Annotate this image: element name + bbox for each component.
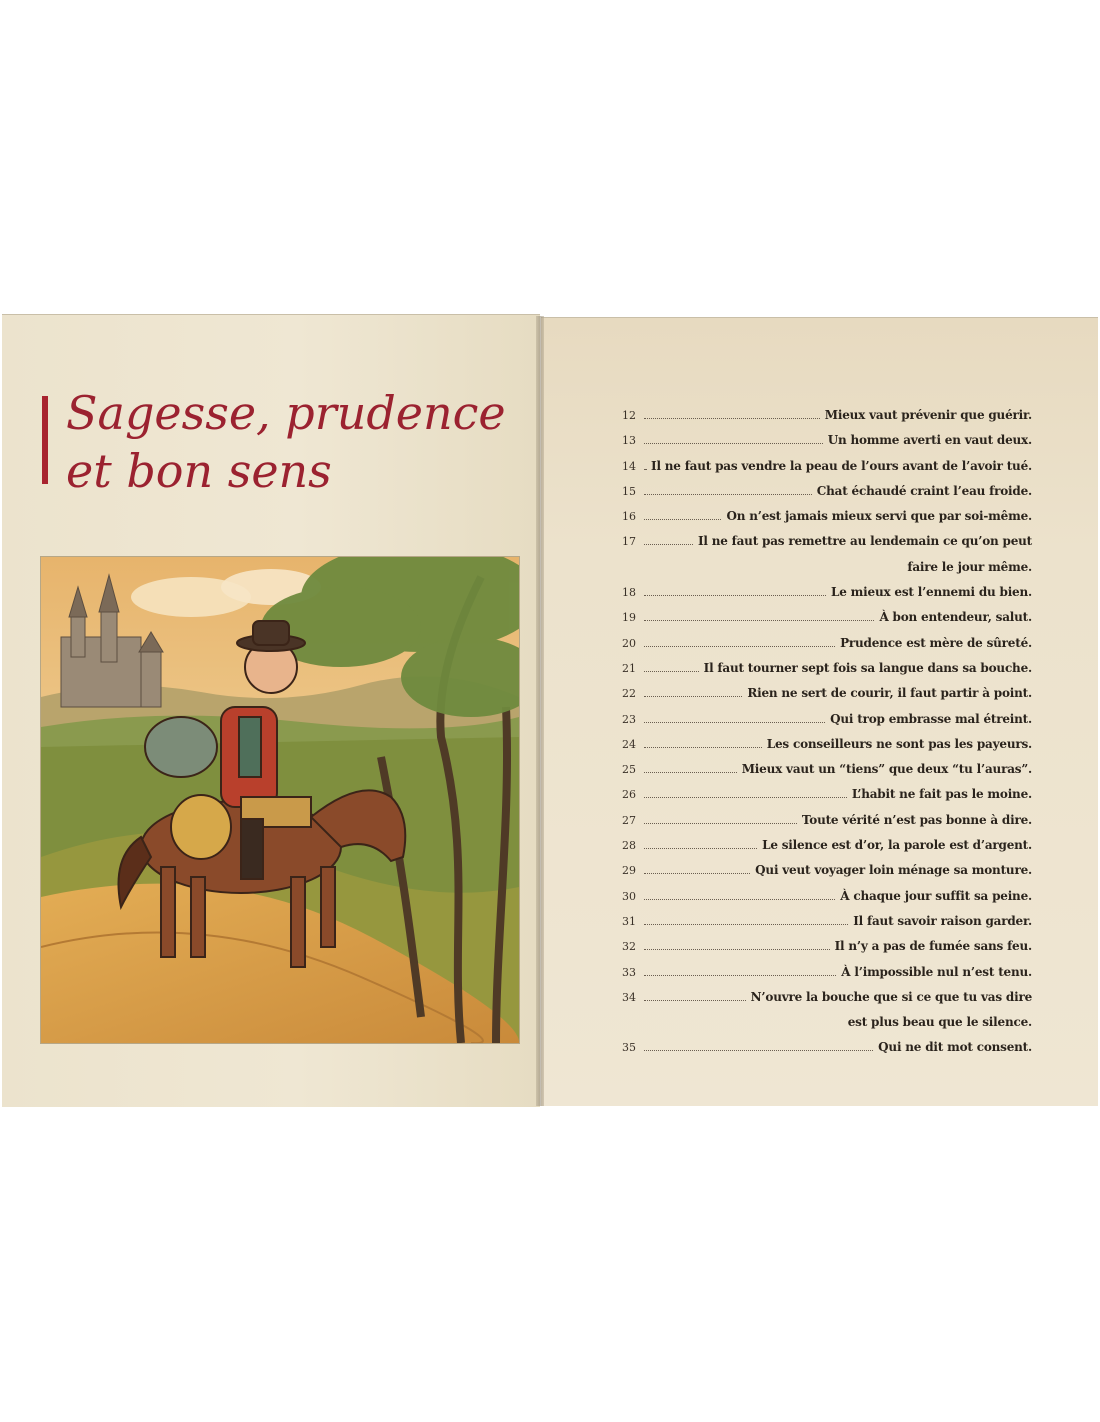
dot-leader xyxy=(644,443,823,444)
proverb-line xyxy=(644,990,1032,1015)
proverb-item xyxy=(622,939,1032,964)
proverb-text: À chaque jour suffit sa peine. xyxy=(840,888,1032,903)
proverb-line xyxy=(644,534,1032,559)
proverb-number: 15 xyxy=(622,484,636,498)
proverb-number: 17 xyxy=(622,535,636,549)
dot-leader xyxy=(644,873,750,874)
proverb-text: Qui veut voyager loin ménage sa monture. xyxy=(755,863,1032,878)
dot-leader xyxy=(644,823,797,824)
proverb-number: 28 xyxy=(622,839,636,853)
proverb-text: Chat échaudé craint l’eau froide. xyxy=(816,483,1032,498)
dot-leader xyxy=(644,696,742,697)
proverb-item xyxy=(622,610,1032,635)
proverb-text: À l’impossible nul n’est tenu. xyxy=(841,964,1032,979)
proverb-item xyxy=(622,484,1032,509)
proverb-item xyxy=(622,762,1032,787)
proverb-number: 21 xyxy=(622,661,636,675)
proverb-text: Il ne faut pas vendre la peau de l’ours avant de l’avoir tué. xyxy=(651,458,1032,473)
proverb-list xyxy=(622,408,1032,1066)
proverb-number: 22 xyxy=(622,687,636,701)
proverb-item xyxy=(622,863,1032,888)
dot-leader xyxy=(644,671,699,672)
proverb-number: 23 xyxy=(622,712,636,726)
book-gutter xyxy=(536,316,544,1106)
dot-leader xyxy=(644,544,693,545)
proverb-text: Toute vérité n’est pas bonne à dire. xyxy=(801,812,1032,827)
proverb-text: Il ne faut pas remettre au lendemain ce qu’on peut xyxy=(697,534,1032,549)
proverb-number: 31 xyxy=(622,914,636,928)
proverb-number: 35 xyxy=(622,1041,636,1055)
proverb-item xyxy=(622,636,1032,661)
proverb-text: L’habit ne fait pas le moine. xyxy=(851,787,1032,802)
dot-leader xyxy=(644,722,825,723)
dot-leader xyxy=(644,747,762,748)
dot-leader xyxy=(644,949,830,950)
proverb-number: 13 xyxy=(622,434,636,448)
proverb-text: Il faut savoir raison garder. xyxy=(853,913,1032,928)
proverb-text: Qui trop embrasse mal étreint. xyxy=(830,711,1032,726)
dot-leader xyxy=(644,924,848,925)
horse-rider-illustration xyxy=(40,556,520,1044)
proverb-number: 14 xyxy=(622,459,636,473)
proverb-item xyxy=(622,737,1032,762)
proverb-number: 30 xyxy=(622,889,636,903)
proverb-number: 34 xyxy=(622,990,636,1004)
proverb-body xyxy=(644,534,1032,585)
proverb-line xyxy=(644,1015,1032,1040)
proverb-text: Mieux vaut prévenir que guérir. xyxy=(824,408,1032,422)
dot-leader xyxy=(644,975,836,976)
dot-leader xyxy=(644,797,847,798)
proverb-text: Un homme averti en vaut deux. xyxy=(827,433,1032,448)
dot-leader xyxy=(644,646,835,647)
proverb-text: N’ouvre la bouche que si ce que tu vas dire xyxy=(750,989,1032,1004)
proverb-item xyxy=(622,509,1032,534)
title-line-1: Sagesse, prudence xyxy=(66,386,506,440)
page-title xyxy=(66,384,526,500)
proverb-item xyxy=(622,433,1032,458)
dot-leader xyxy=(644,519,721,520)
proverb-text: Prudence est mère de sûreté. xyxy=(840,635,1032,650)
proverb-body xyxy=(644,990,1032,1041)
proverb-item xyxy=(622,914,1032,939)
proverb-number: 29 xyxy=(622,864,636,878)
dot-leader xyxy=(644,1050,873,1051)
dot-leader xyxy=(644,772,737,773)
proverb-number: 26 xyxy=(622,788,636,802)
dot-leader xyxy=(644,620,874,621)
proverb-item xyxy=(622,408,1032,433)
dot-leader xyxy=(644,418,820,419)
dot-leader xyxy=(644,899,835,900)
title-accent-bar xyxy=(42,396,48,484)
proverb-number: 25 xyxy=(622,763,636,777)
proverb-text-continued: est plus beau que le silence. xyxy=(847,1015,1032,1030)
proverb-text: Le silence est d’or, la parole est d’argent. xyxy=(762,838,1032,853)
proverb-item xyxy=(622,534,1032,585)
proverb-item xyxy=(622,686,1032,711)
proverb-number: 27 xyxy=(622,813,636,827)
proverb-item xyxy=(622,661,1032,686)
proverb-text: Rien ne sert de courir, il faut partir à point. xyxy=(747,686,1032,701)
proverb-number: 16 xyxy=(622,510,636,524)
proverb-number: 18 xyxy=(622,586,636,600)
illustration-svg xyxy=(41,557,519,1043)
proverb-number: 33 xyxy=(622,965,636,979)
proverb-item xyxy=(622,459,1032,484)
proverb-number: 24 xyxy=(622,737,636,751)
proverb-text: Il n’y a pas de fumée sans feu. xyxy=(834,939,1032,954)
dot-leader xyxy=(644,494,812,495)
title-line-2: et bon sens xyxy=(66,444,332,498)
proverb-item xyxy=(622,990,1032,1041)
proverb-text-continued: faire le jour même. xyxy=(907,559,1032,574)
dot-leader xyxy=(644,595,826,596)
proverb-item xyxy=(622,585,1032,610)
proverb-number: 12 xyxy=(622,409,636,422)
proverb-item xyxy=(622,712,1032,737)
proverb-text: Mieux vaut un “tiens” que deux “tu l’auras”. xyxy=(741,762,1032,777)
dot-leader xyxy=(644,469,646,470)
proverb-line xyxy=(644,560,1032,585)
proverb-item xyxy=(622,813,1032,838)
proverb-text: On n’est jamais mieux servi que par soi-même. xyxy=(726,509,1032,524)
proverb-number: 32 xyxy=(622,940,636,954)
proverb-text: À bon entendeur, salut. xyxy=(879,610,1032,625)
proverb-item xyxy=(622,838,1032,863)
proverb-item xyxy=(622,965,1032,990)
proverb-text: Qui ne dit mot consent. xyxy=(878,1040,1032,1055)
dot-leader xyxy=(644,1000,746,1001)
proverb-number: 19 xyxy=(622,611,636,625)
proverb-item xyxy=(622,889,1032,914)
proverb-number: 20 xyxy=(622,636,636,650)
proverb-text: Les conseilleurs ne sont pas les payeurs. xyxy=(766,736,1032,751)
dot-leader xyxy=(644,848,757,849)
proverb-item xyxy=(622,1040,1032,1065)
proverb-text: Le mieux est l’ennemi du bien. xyxy=(831,585,1032,600)
proverb-item xyxy=(622,787,1032,812)
proverb-text: Il faut tourner sept fois sa langue dans sa bouche. xyxy=(703,660,1032,675)
